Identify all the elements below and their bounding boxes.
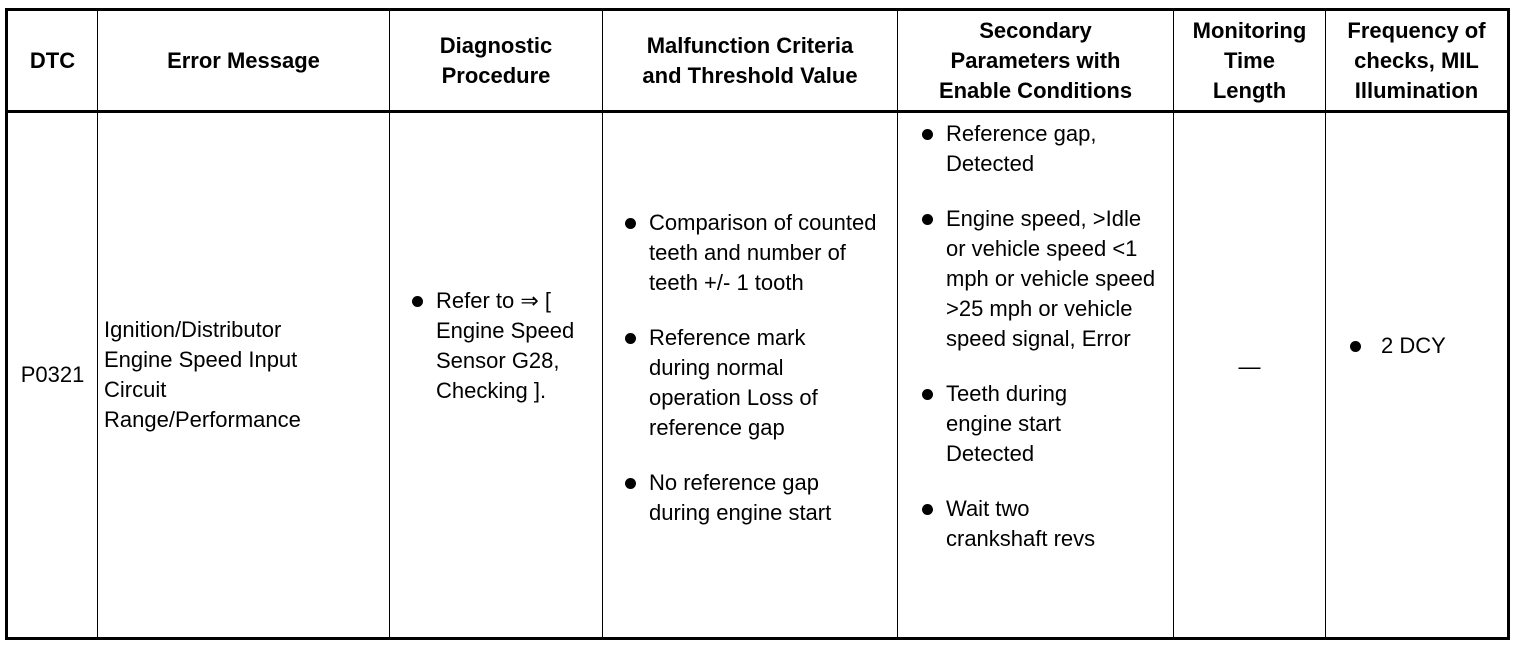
cell-frequency — [1326, 112, 1509, 639]
bullet-icon — [625, 218, 636, 229]
header-secondary-parameters: Secondary Parameters with Enable Conditions — [898, 10, 1174, 112]
header-monitoring-time: Monitoring Time Length — [1174, 10, 1326, 112]
criteria-text: Reference mark during normal operation Loss of reference gap — [649, 325, 818, 440]
cell-monitoring-time — [1174, 112, 1326, 639]
bullet-icon — [922, 214, 933, 225]
monitoring-time-value: — — [1238, 354, 1261, 379]
diagnostic-procedure-link[interactable]: Refer to ⇒ [ Engine Speed Sensor G28, Checking ]. — [436, 288, 575, 403]
header-diagnostic-procedure: Diagnostic Procedure — [390, 10, 603, 112]
error-message-text: Ignition/Distributor Engine Speed Input Circuit Range/Performance — [104, 317, 301, 432]
cell-error-message — [98, 112, 390, 639]
header-malfunction-criteria: Malfunction Criteria and Threshold Value — [603, 10, 898, 112]
list-item — [405, 286, 594, 406]
header-row — [7, 10, 1509, 112]
list-item — [618, 323, 891, 443]
cell-diagnostic-procedure — [390, 112, 603, 639]
criteria-text: Comparison of counted teeth and number of teeth +/- 1 tooth — [649, 210, 877, 295]
dtc-table — [5, 8, 1510, 640]
bullet-icon — [412, 296, 423, 307]
list-item — [1340, 331, 1507, 361]
list-item — [915, 379, 1167, 469]
header-dtc: DTC — [7, 10, 98, 112]
parameter-text: Reference gap, Detected — [946, 121, 1097, 176]
dtc-code: P0321 — [20, 362, 85, 387]
table-row — [7, 112, 1509, 639]
bullet-icon — [922, 504, 933, 515]
header-error-message: Error Message — [98, 10, 390, 112]
parameter-text: Teeth during engine start Detected — [946, 381, 1068, 466]
list-item — [915, 119, 1167, 179]
frequency-value: 2 DCY — [1381, 333, 1446, 358]
header-frequency: Frequency of checks, MIL Illumination — [1326, 10, 1509, 112]
cell-dtc-code — [7, 112, 98, 639]
cell-malfunction-criteria — [603, 112, 898, 639]
bullet-icon — [625, 333, 636, 344]
cell-secondary-parameters — [898, 112, 1174, 639]
bullet-icon — [922, 129, 933, 140]
parameter-text: Engine speed, >Idle or vehicle speed <1 mph or vehicle speed >25 mph or vehicle speed signal, Error — [946, 206, 1156, 351]
parameter-text: Wait two crankshaft revs — [946, 496, 1096, 551]
bullet-icon — [625, 478, 636, 489]
bullet-icon — [922, 389, 933, 400]
list-item — [915, 204, 1167, 354]
bullet-icon — [1350, 341, 1361, 352]
list-item — [618, 208, 891, 298]
list-item — [618, 468, 891, 528]
criteria-text: No reference gap during engine start — [649, 470, 832, 525]
list-item — [915, 494, 1167, 554]
